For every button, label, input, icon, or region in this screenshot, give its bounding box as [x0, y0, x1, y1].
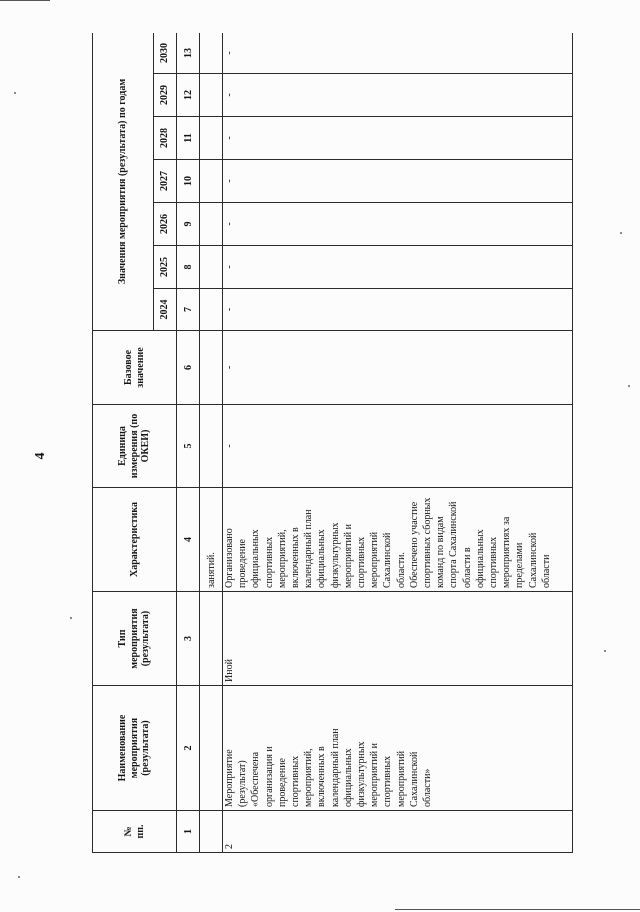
column-number: 1: [177, 811, 200, 853]
header-num: № пп.: [93, 811, 177, 853]
row-value: [200, 74, 223, 117]
row-value: [200, 117, 223, 160]
row-value: [200, 160, 223, 203]
header-unit: Единица измерения (по ОКЕИ): [93, 405, 177, 488]
page-number: 4: [33, 452, 48, 460]
column-number-row: [177, 33, 200, 853]
row-value: -: [223, 246, 573, 289]
row-value: -: [223, 117, 573, 160]
row-value: [200, 289, 223, 331]
row-base: -: [223, 331, 573, 405]
table-row: [223, 33, 573, 853]
table-row: [200, 33, 223, 853]
row-num: [200, 811, 223, 853]
scan-speck: [70, 617, 72, 619]
row-characteristic: занятий.: [200, 488, 223, 592]
header-base-value: Базовое значение: [93, 331, 177, 405]
column-number: 11: [177, 117, 200, 160]
row-value: [200, 246, 223, 289]
header-year: 2029: [154, 74, 177, 117]
row-unit: -: [223, 405, 573, 488]
row-value: [200, 203, 223, 246]
scan-speck: [14, 92, 16, 94]
column-number: 13: [177, 33, 200, 74]
row-name: [200, 686, 223, 811]
row-base: [200, 331, 223, 405]
row-name: Мероприятие (результат) «Обеспечена организация и проведение спортивных мероприятий, включенных в календарный план официальных физкультурных мероприятий и спортивных мероприятий Сахалинской области»: [223, 686, 573, 811]
header-year: 2024: [154, 289, 177, 331]
measures-table: [92, 33, 573, 853]
row-num: 2: [223, 811, 573, 853]
row-type: [200, 592, 223, 686]
column-number: 2: [177, 686, 200, 811]
column-number: 4: [177, 488, 200, 592]
scan-line-top: [0, 0, 50, 1]
row-value: -: [223, 160, 573, 203]
row-value: -: [223, 203, 573, 246]
header-values-by-year: Значения мероприятия (результата) по годам: [93, 33, 154, 331]
scan-speck: [604, 650, 606, 652]
header-year: 2025: [154, 246, 177, 289]
row-unit: [200, 405, 223, 488]
rotated-table-area: [92, 33, 573, 853]
header-year: 2030: [154, 33, 177, 74]
header-year: 2028: [154, 117, 177, 160]
row-type: Иной: [223, 592, 573, 686]
row-value: -: [223, 74, 573, 117]
column-number: 8: [177, 246, 200, 289]
header-year: 2027: [154, 160, 177, 203]
scan-speck: [620, 232, 622, 234]
column-number: 5: [177, 405, 200, 488]
column-number: 6: [177, 331, 200, 405]
column-number: 7: [177, 289, 200, 331]
row-value: -: [223, 33, 573, 74]
column-number: 3: [177, 592, 200, 686]
header-year: 2026: [154, 203, 177, 246]
header-characteristic: Характеристика: [93, 488, 177, 592]
column-number: 10: [177, 160, 200, 203]
header-name: Наименование мероприятия (результата): [93, 686, 177, 811]
row-value: -: [223, 289, 573, 331]
row-value: [200, 33, 223, 74]
column-number: 9: [177, 203, 200, 246]
scan-line-bottom: [395, 909, 640, 910]
column-number: 12: [177, 74, 200, 117]
row-characteristic: Организовано проведение официальных спортивных мероприятий, включенных в календарный план официальных физкультурных мероприятий и спортивных мероприятий Сахалинской области. Обеспечено участие спортивных сборных команд по видам спорта Сахалинской области в официальных спортивных мероприятиях за пределами Сахалинской области: [223, 488, 573, 592]
scan-speck: [18, 876, 20, 878]
scan-speck: [628, 385, 630, 387]
header-type: Тип мероприятия (результата): [93, 592, 177, 686]
